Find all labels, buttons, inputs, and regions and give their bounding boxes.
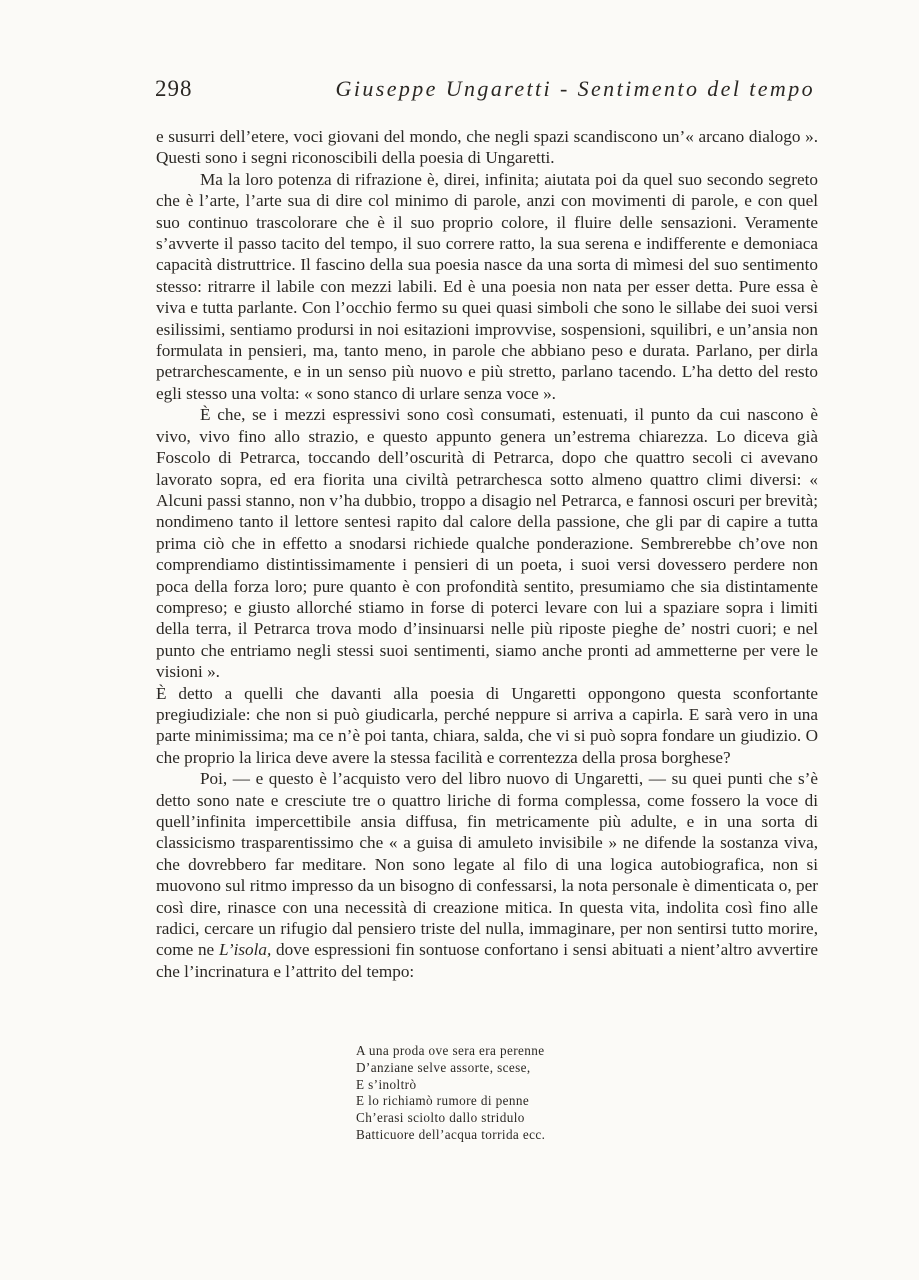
poem-quote — [356, 1043, 676, 1144]
poem-line: Batticuore dell’acqua torrida ecc. — [356, 1126, 546, 1142]
paragraph-3: È che, se i mezzi espressivi sono così consumati, estenuati, il punto da cui nascono è vivo, vivo fino allo strazio, e questo appunto genera un’estrema chiarezza. Lo diceva già Foscolo di Petrarca, toccando dell’oscurità di Petrarca, dopo che quattro secoli ci avevano lavorato sopra, ed era fiorita una civiltà petrarchesca sotto almeno quattro climi diversi: « Alcuni passi stanno, non v’ha dubbio, troppo a disagio nel Petrarca, e fannosi oscuri per brevità; nondimeno tanto il lettore sentesi rapito dal calore della passione, che gli par di capire a tutta prima ciò che in effetto a snodarsi richiede qualche ponderazione. Sembrerebbe ch’ove non comprendiamo distintissimamente i pensieri di un poeta, i suoi versi dovessero perdere non poca della forza loro; pure quanto è con profondità sentito, presumiamo che sia distintamente compreso; e giusto allorché stiamo in forse di poterci levare con lui a spaziare sopra i limiti della terra, il Petrarca trova modo d’insinuarsi nelle più riposte pieghe de’ nostri cuori; e nel punto che entriamo negli stessi suoi sentimenti, siamo anche pronti ad ammetterne per vere le visioni ». — [156, 405, 818, 682]
page-number: 298 — [155, 76, 193, 101]
paragraph-4: È detto a quelli che davanti alla poesia di Ungaretti oppongono questa sconfortante pregiudiziale: che non si può giudicarla, perché neppure si arriva a capirla. E sarà vero in una parte minimissima; ma ce n’è poi tanta, chiara, salda, che vi si può sopra fondare un giudizio. O che proprio la lirica deve avere la stessa facilità e correntezza della prosa borghese? — [156, 683, 818, 767]
paragraph-2: Ma la loro potenza di rifrazione è, direi, infinita; aiutata poi da quel suo secondo segreto che è l’arte, l’arte sua di dire col minimo di parole, anzi con movimenti di parole, e con quel suo continuo trascolorare che è il suo proprio colore, il fluire delle sensazioni. Veramente s’avverte il passo tacito del tempo, il suo correre ratto, la sua serena e indifferente e demoniaca capacità distruttrice. Il fascino della sua poesia nasce da una sorta di mìmesi del suo sentimento stesso: ritrarre il labile con mezzi labili. Ed è una poesia non nata per esser detta. Pure essa è viva e tutta parlante. Con l’occhio fermo su quei quasi simboli che sono le sillabe dei suoi versi esilissimi, sentiamo prodursi in noi esitazioni improvvise, sospensioni, squilibri, e un’ansia non formulata in pensieri, ma, tanto meno, in parole che abbiano peso e durata. Parlano, per dirla petrarchescamente, e in un senso più nuovo e più stretto, parlano tacendo. L’ha detto del resto egli stesso una volta: « sono stanco di urlare senza voce ». — [156, 169, 818, 403]
paragraph-5-text: Poi, — e questo è l’acquisto vero del libro nuovo di Ungaretti, — su quei punti che s’è detto sono nate e cresciute tre o quattro liriche di forma complessa, come fossero la voce di quell’infinita impercettibile ansia diffusa, fin metricamente più adulte, e in una sorta di classicismo trasparentissimo che « a guisa di amuleto invisibile » ne difende la sostanza viva, che dovrebbero far meditare. Non sono legate al filo di una logica autobiografica, non si muovono sul ritmo impresso da un bisogno di confessarsi, la nota personale è dimenticata o, per così dire, rinasce con una necessità di creazione mitica. In questa vita, indolita così fino alle radici, cercare un rifugio dal pensiero triste del nulla, immaginare, per non sentirsi tutto morire, come ne — [156, 769, 818, 960]
poem-line: D’anziane selve assorte, scese, — [356, 1059, 531, 1075]
paragraph-5 — [156, 768, 818, 982]
work-title-lisola: L’isola, — [218, 940, 272, 960]
body-text — [156, 126, 818, 982]
running-title: Giuseppe Ungaretti - Sentimento del tempo — [335, 76, 815, 101]
poem-line: Ch’erasi sciolto dallo stridulo — [356, 1110, 525, 1126]
page-header — [155, 76, 815, 110]
paragraph-5-tail: dove espressioni fin sontuose confortano i sensi abituati a nient’altro avvertire che l’incrinatura e l’attrito del tempo: — [156, 940, 818, 981]
poem-line: A una proda ove sera era perenne — [356, 1043, 545, 1058]
poem-line: E lo richiamò rumore di penne — [356, 1093, 530, 1109]
paragraph-1: e susurri dell’etere, voci giovani del mondo, che negli spazi scandiscono un’« arcano dialogo ». Questi sono i segni riconoscibili della poesia di Ungaretti. — [156, 127, 818, 168]
poem-line: E s’inoltrò — [356, 1076, 417, 1092]
